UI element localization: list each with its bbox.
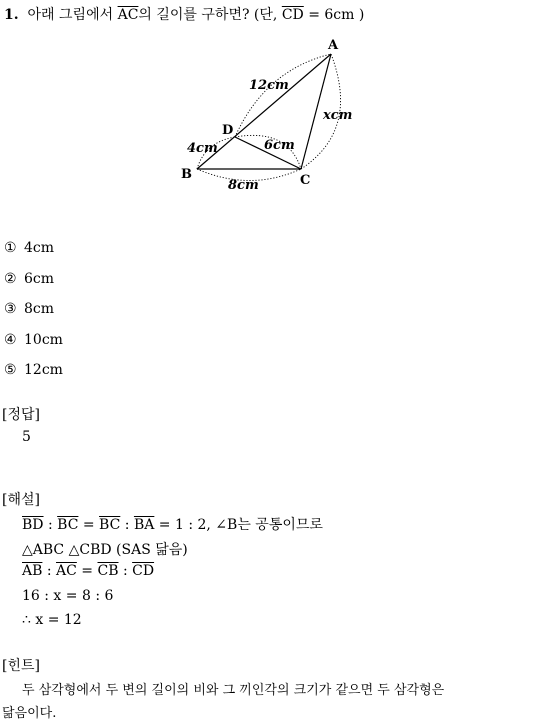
segment-cb: $\overline{CB}$ (97, 563, 119, 579)
answer-heading: [정답] (2, 407, 40, 423)
question-line (4, 4, 364, 24)
vertex-a-label: A (328, 38, 339, 53)
solution-line-2: △ABC △CBD (SAS 닮음) (22, 542, 188, 558)
ratio-sep: : (120, 517, 134, 533)
choice-3[interactable] (4, 301, 54, 317)
choice-5-text: 12cm (24, 362, 63, 378)
choice-1-number: ① (4, 240, 17, 256)
vertex-c-label: C (300, 173, 311, 188)
length-bd-label: 4cm (187, 141, 218, 156)
question-text-middle: 의 길이를 구하면? (단, (138, 7, 282, 23)
segment-cd: $\overline{CD}$ (281, 7, 304, 23)
choice-2-number: ② (4, 271, 17, 287)
hint-line-1: 두 삼각형에서 두 변의 길이의 비와 그 끼인각의 크기가 같으면 두 삼각형은 (22, 683, 445, 698)
solution-heading: [해설] (2, 492, 40, 508)
choice-4-number: ④ (4, 332, 17, 348)
segment-cd: $\overline{CD}$ (132, 563, 155, 579)
ratio-sep: : (43, 517, 58, 533)
choice-1-text: 4cm (24, 240, 55, 256)
ratio-sep: : (118, 563, 133, 579)
solution-line-1-rest: = 1 : 2, ∠B는 공통이므로 (154, 517, 323, 533)
answer-value: 5 (22, 429, 31, 445)
vertex-b-label: B (181, 167, 192, 182)
equals-sign: = (76, 563, 98, 579)
segment-ab: $\overline{AB}$ (22, 563, 43, 579)
segment-bd: $\overline{BD}$ (22, 517, 44, 533)
choice-3-number: ③ (4, 301, 17, 317)
segment-ac: $\overline{AC}$ (117, 7, 139, 23)
triangle-figure (170, 30, 370, 195)
equals-sign: = (78, 517, 100, 533)
segment-bc: $\overline{BC}$ (99, 517, 121, 533)
length-bc-label: 8cm (228, 178, 259, 193)
ratio-sep: : (42, 563, 57, 579)
question-text-after: = 6cm ) (303, 7, 365, 23)
segment-bc: $\overline{BC}$ (57, 517, 79, 533)
vertex-d-label: D (222, 123, 234, 138)
length-ad-label: 12cm (249, 78, 289, 93)
solution-line-5: ∴ x = 12 (22, 612, 82, 628)
choice-4[interactable] (4, 332, 63, 348)
choice-1[interactable] (4, 240, 54, 256)
question-text-before: 아래 그림에서 (27, 7, 118, 23)
choice-2-text: 6cm (24, 271, 55, 287)
length-ac-label: xcm (323, 108, 353, 123)
hint-line-2: 닮음이다. (2, 706, 57, 721)
solution-line-4: 16 : x = 8 : 6 (22, 588, 114, 604)
segment-ba: $\overline{BA}$ (133, 517, 155, 533)
choice-2[interactable] (4, 271, 54, 287)
solution-line-1 (22, 514, 323, 534)
choice-5[interactable] (4, 362, 63, 378)
choice-4-text: 10cm (24, 332, 63, 348)
choice-5-number: ⑤ (4, 362, 17, 378)
question-number: 1. (4, 7, 19, 23)
solution-line-3 (22, 563, 154, 579)
segment-ac: $\overline{AC}$ (56, 563, 77, 579)
length-dc-label: 6cm (264, 138, 295, 153)
hint-heading: [힌트] (2, 658, 40, 674)
choice-3-text: 8cm (24, 301, 55, 317)
